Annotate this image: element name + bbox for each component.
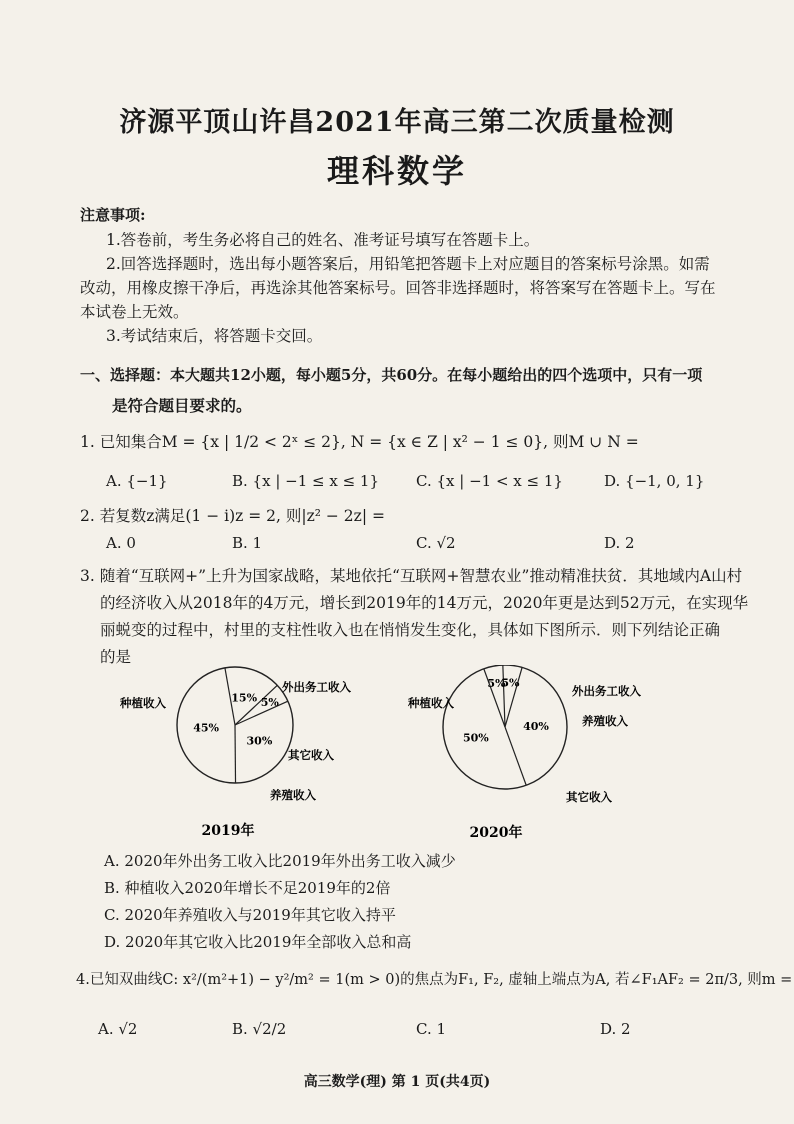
exam-title: 济源平顶山许昌2021年高三第二次质量检测: [119, 107, 675, 138]
q1-stem: 1. 已知集合M = {x | 1/2 < 2ˣ ≤ 2}, N = {x ∈ Z | x² − 1 ≤ 0}, 则M ∪ N =: [80, 433, 639, 451]
pie-category-label: 外出务工收入: [572, 684, 641, 698]
exam-subtitle: 理科数学: [326, 152, 467, 190]
pie-category-label: 养殖收入: [270, 788, 316, 802]
q3-option-d: D. 2020年其它收入比2019年全部收入总和高: [104, 933, 412, 951]
q2-option-a: A. 0: [106, 534, 136, 552]
pie-category-label: 养殖收入: [582, 714, 628, 728]
pie-slice-label: 5%: [260, 695, 279, 709]
pie-charts: [120, 665, 720, 845]
pie-category-label: 其它收入: [288, 748, 334, 762]
q4-option-a: A. √2: [98, 1020, 138, 1038]
notice-item-1: 1.答卷前，考生务必将自己的姓名、准考证号填写在答题卡上。: [106, 231, 540, 249]
section-heading-line-2: 是符合题目要求的。: [112, 396, 252, 415]
pie-slice-label: 50%: [462, 731, 489, 745]
q4-option-c: C. 1: [416, 1020, 447, 1038]
q2-stem: 2. 若复数z满足(1 − i)z = 2, 则|z² − 2z| =: [80, 507, 385, 525]
pie-chart-title: 2020年: [469, 825, 523, 841]
q1-option-d: D. {−1, 0, 1}: [604, 472, 705, 490]
q3-line-1: 3. 随着“互联网+”上升为国家战略，某地依托“互联网+智慧农业”推动精准扶贫．其地域内A山村: [80, 567, 743, 585]
pie-chart-title: 2019年: [201, 823, 255, 839]
q1-option-a: A. {−1}: [106, 472, 168, 490]
pie-category-label: 其它收入: [566, 790, 612, 804]
pie-category-label: 外出务工收入: [282, 680, 351, 694]
pie-category-label: 种植收入: [120, 696, 166, 710]
pie-category-label: 种植收入: [408, 696, 454, 710]
pie-slice-label: 40%: [523, 719, 549, 733]
pie-slice-edge-养殖收入: [503, 665, 505, 727]
notice-heading: 注意事项:: [80, 206, 146, 224]
pie-slice-label: 5%: [501, 676, 520, 690]
q4-option-b: B. √2/2: [232, 1020, 287, 1038]
page-footer: 高三数学(理) 第 1 页(共4页): [303, 1074, 491, 1090]
q3-option-a: A. 2020年外出务工收入比2019年外出务工收入减少: [104, 852, 456, 870]
pie-slice-edge-种植收入: [235, 725, 236, 783]
q3-option-c: C. 2020年养殖收入与2019年其它收入持平: [104, 906, 396, 924]
q1-option-c: C. {x | −1 < x ≤ 1}: [416, 472, 563, 490]
pie-chart-1: [407, 665, 641, 841]
q3-line-4: 的是: [100, 648, 132, 666]
pie-slice-label: 30%: [246, 734, 273, 748]
q4-option-d: D. 2: [600, 1020, 631, 1038]
notice-item-2-line-1: 2.回答选择题时，选出每小题答案后，用铅笔把答题卡上对应题目的答案标号涂黑。如需: [106, 255, 710, 273]
notice-item-2-line-2: 改动，用橡皮擦干净后，再选涂其他答案标号。回答非选择题时，将答案写在答题卡上。写在: [80, 279, 716, 297]
q3-line-2: 的经济收入从2018年的4万元，增长到2019年的14万元，2020年更是达到52万元，在实现华: [100, 594, 749, 612]
pie-slice-label: 45%: [193, 721, 220, 735]
q1-option-b: B. {x | −1 ≤ x ≤ 1}: [232, 472, 380, 490]
q3-option-b: B. 种植收入2020年增长不足2019年的2倍: [104, 879, 391, 897]
q2-option-d: D. 2: [604, 534, 635, 552]
section-heading-line-1: 一、选择题：本大题共12小题，每小题5分，共60分。在每小题给出的四个选项中，只有一项: [80, 366, 703, 384]
pie-slice-label: 5%: [487, 677, 506, 691]
pie-slice-label: 15%: [231, 691, 258, 705]
q4-stem: 4.已知双曲线C: x²/(m²+1) − y²/m² = 1(m > 0)的焦点为F₁, F₂, 虚轴上端点为A, 若∠F₁AF₂ = 2π/3, 则m =: [76, 972, 793, 988]
notice-item-2-line-3: 本试卷上无效。: [80, 303, 189, 321]
notice-item-3: 3.考试结束后，将答题卡交回。: [106, 327, 323, 345]
q2-option-c: C. √2: [416, 534, 456, 552]
pie-slice-edge-种植收入: [505, 727, 526, 785]
q2-option-b: B. 1: [232, 534, 263, 552]
q3-line-3: 丽蜕变的过程中，村里的支柱性收入也在悄悄发生变化，具体如下图所示．则下列结论正确: [100, 621, 721, 639]
pie-chart-0: [120, 667, 351, 839]
